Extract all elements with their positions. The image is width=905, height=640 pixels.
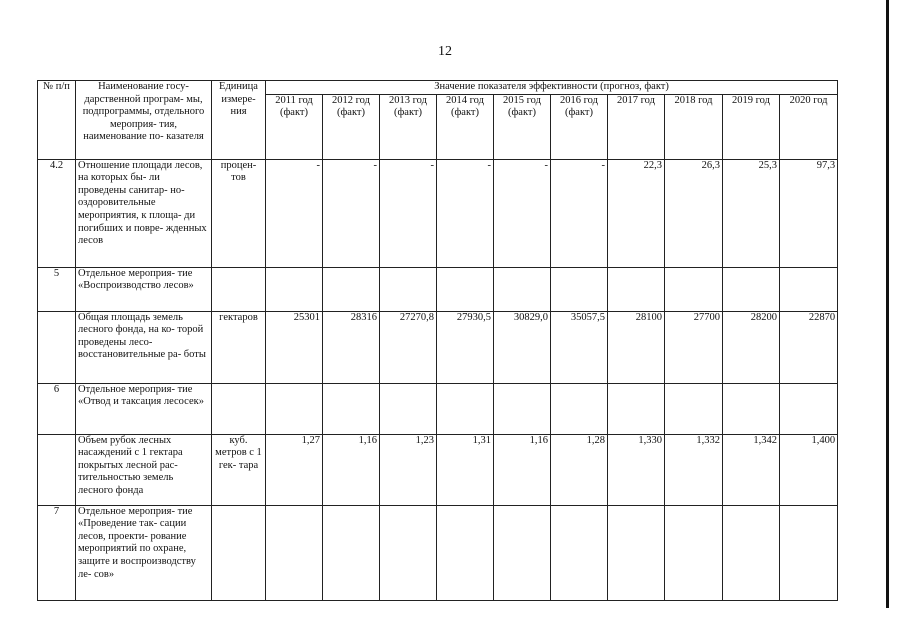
- header-year: [551, 94, 608, 159]
- row-value: -: [323, 159, 380, 267]
- row-value: [551, 267, 608, 311]
- row-name: Отдельное мероприя- тие «Проведение так- сации лесов, проекти- рование мероприятий по охране, защите и воспроизводству ле- сов»: [76, 505, 212, 600]
- header-year: [780, 94, 838, 159]
- header-unit: Единица измере- ния: [212, 81, 266, 160]
- row-name: Общая площадь земель лесного фонда, на ко- торой проведены лесо- восстановительные ра- боты: [76, 311, 212, 383]
- header-year-label: 2017 год: [617, 94, 655, 106]
- row-name: Объем рубок лесных насаждений с 1 гектара покрытых лесной рас- тительностью земель лесного фонда: [76, 434, 212, 505]
- header-year-label: 2016 год: [560, 94, 598, 106]
- header-value-group: Значение показателя эффективности (прогноз, факт): [266, 81, 838, 95]
- row-value: [665, 267, 723, 311]
- row-value: 1,28: [551, 434, 608, 505]
- header-year: [608, 94, 665, 159]
- page-edge-rule: [886, 0, 889, 608]
- row-unit: [212, 267, 266, 311]
- row-value: 35057,5: [551, 311, 608, 383]
- row-value: [437, 505, 494, 600]
- table-row: [38, 159, 838, 267]
- header-year-label: 2019 год: [732, 94, 770, 106]
- row-value: [437, 267, 494, 311]
- row-value: 28100: [608, 311, 665, 383]
- row-value: [608, 383, 665, 434]
- row-unit: процен- тов: [212, 159, 266, 267]
- row-value: [266, 267, 323, 311]
- row-number: [38, 311, 76, 383]
- row-unit: гектаров: [212, 311, 266, 383]
- header-year-label: 2020 год: [789, 94, 828, 106]
- table-row: [38, 505, 838, 600]
- row-number: 4.2: [38, 159, 76, 267]
- header-year: [665, 94, 723, 159]
- header-year-label: 2015 год: [503, 94, 541, 106]
- row-value: 22,3: [608, 159, 665, 267]
- row-value: 25301: [266, 311, 323, 383]
- row-value: [723, 505, 780, 600]
- row-value: [323, 267, 380, 311]
- row-value: [323, 505, 380, 600]
- row-value: 27930,5: [437, 311, 494, 383]
- header-year-note: (факт): [507, 107, 536, 119]
- row-number: 6: [38, 383, 76, 434]
- header-year: [380, 94, 437, 159]
- row-value: 1,342: [723, 434, 780, 505]
- row-name: Отношение площади лесов, на которых бы- ли проведены санитар- но-оздоровительные мероприятия, к площа- ди погибших и повре- жденных лесов: [76, 159, 212, 267]
- header-year-note: (факт): [564, 107, 593, 119]
- table-row: [38, 311, 838, 383]
- header-year-label: 2018 год: [674, 94, 713, 106]
- row-value: 28200: [723, 311, 780, 383]
- row-value: 1,400: [780, 434, 838, 505]
- row-value: [380, 267, 437, 311]
- row-value: -: [437, 159, 494, 267]
- row-value: 1,332: [665, 434, 723, 505]
- row-value: [723, 383, 780, 434]
- header-year: [437, 94, 494, 159]
- row-value: 22870: [780, 311, 838, 383]
- row-value: [665, 505, 723, 600]
- row-unit: куб. метров с 1 гек- тара: [212, 434, 266, 505]
- row-value: [608, 267, 665, 311]
- table-row: [38, 434, 838, 505]
- header-year-note: (факт): [393, 107, 422, 119]
- header-name: Наименование госу- дарственной програм- мы, подпрограммы, отдельного мероприя- тия, наименование по- казателя: [76, 81, 212, 160]
- row-value: [266, 505, 323, 600]
- row-value: [780, 383, 838, 434]
- row-value: 1,31: [437, 434, 494, 505]
- header-year: [266, 94, 323, 159]
- table-row: [38, 383, 838, 434]
- row-value: [380, 383, 437, 434]
- row-value: [551, 505, 608, 600]
- row-number: 5: [38, 267, 76, 311]
- row-number: 7: [38, 505, 76, 600]
- row-name: Отдельное мероприя- тие «Отвод и таксация лесосек»: [76, 383, 212, 434]
- row-value: [494, 267, 551, 311]
- header-year-label: 2014 год: [446, 94, 484, 106]
- row-value: 97,3: [780, 159, 838, 267]
- row-value: 26,3: [665, 159, 723, 267]
- row-unit: [212, 505, 266, 600]
- header-year-note: (факт): [450, 107, 479, 119]
- header-year: [323, 94, 380, 159]
- row-value: [266, 383, 323, 434]
- row-value: [323, 383, 380, 434]
- row-value: -: [266, 159, 323, 267]
- row-value: -: [551, 159, 608, 267]
- row-value: [437, 383, 494, 434]
- row-value: [494, 383, 551, 434]
- header-num: № п/п: [38, 81, 76, 160]
- row-value: 27270,8: [380, 311, 437, 383]
- header-year-label: 2011 год: [275, 94, 313, 106]
- row-value: [380, 505, 437, 600]
- row-value: 27700: [665, 311, 723, 383]
- row-value: [665, 383, 723, 434]
- row-value: -: [380, 159, 437, 267]
- row-value: [780, 267, 838, 311]
- row-name: Отдельное мероприя- тие «Воспроизводство лесов»: [76, 267, 212, 311]
- row-value: -: [494, 159, 551, 267]
- indicators-table: [37, 80, 838, 601]
- row-value: [608, 505, 665, 600]
- row-value: 28316: [323, 311, 380, 383]
- header-year: [723, 94, 780, 159]
- row-number: [38, 434, 76, 505]
- row-value: [551, 383, 608, 434]
- row-value: 1,16: [323, 434, 380, 505]
- row-value: 1,27: [266, 434, 323, 505]
- row-value: [723, 267, 780, 311]
- header-year-note: (факт): [279, 107, 308, 119]
- row-value: 1,330: [608, 434, 665, 505]
- header-year-label: 2013 год: [389, 94, 427, 106]
- page-number: 12: [438, 44, 452, 59]
- row-value: 1,23: [380, 434, 437, 505]
- header-year-label: 2012 год: [332, 94, 370, 106]
- row-unit: [212, 383, 266, 434]
- header-year: [494, 94, 551, 159]
- table-body: [38, 159, 838, 600]
- row-value: [780, 505, 838, 600]
- row-value: 30829,0: [494, 311, 551, 383]
- header-year-note: (факт): [336, 107, 365, 119]
- row-value: [494, 505, 551, 600]
- table-row: [38, 267, 838, 311]
- row-value: 25,3: [723, 159, 780, 267]
- row-value: 1,16: [494, 434, 551, 505]
